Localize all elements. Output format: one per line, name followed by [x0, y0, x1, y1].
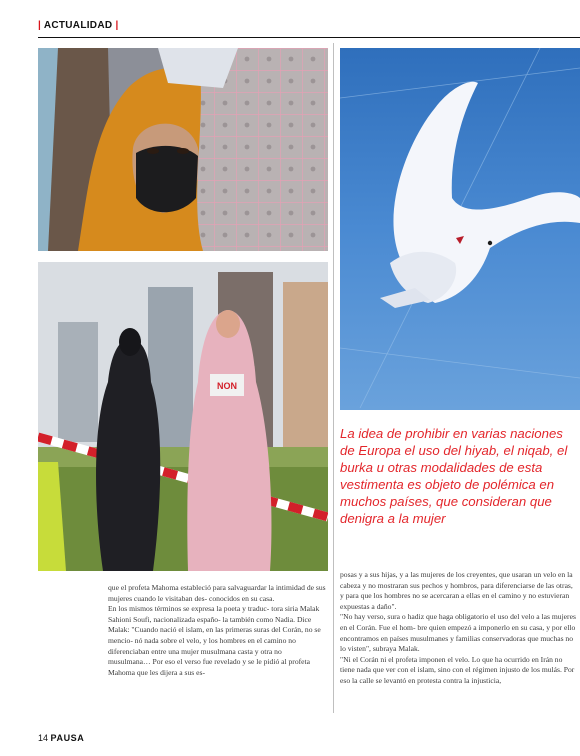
photo-girl-orange-hijab: [38, 48, 328, 251]
paragraph: En los mismos términos se expresa la poeta y traduc- tora siria Malak Sahioni Soufi, nacionalizada españo- la también como Nadia. Dice Malak: "Cuando nació el islam, en las primeras suras del Corán, no se mencio- nó nada sobre el velo, y los hombres en el camino no diferenciaban entre una mujer musulmana casta y otra no musulmana… Por eso el verso fue revelado y se le pidió al profeta Mahoma que les dijera a sus es-: [108, 604, 321, 677]
paragraph: posas y a sus hijas, y a las mujeres de los creyentes, que usaran un velo en la cabeza y no mostraran sus pechos y hombros, para diferenciarse de las otras, y para que los hombres no se acercaran a ellas en el camino y no estuvieran expuestas a daño".: [340, 570, 573, 611]
page-number: 14: [38, 733, 49, 743]
page-footer: [38, 733, 84, 743]
photo-white-dove-mural: [340, 48, 580, 410]
paragraph: "No hay verso, sura o hadiz que haga obligatorio el uso del velo a las mujeres en el Corán. Fue el hom- bre quien empezó a imponerlo en su casa, y por ello encontramos en países musulmanes y familias conservadoras que muchas no lo visten", subraya Malak.: [340, 612, 576, 654]
paragraph: que el profeta Mahoma estableció para salvaguardar la intimidad de sus mujeres cuando le visitaban des- conocidos en su casa.: [108, 583, 326, 603]
section-bar-left: |: [38, 20, 42, 31]
sign-non-text: NON: [217, 381, 237, 391]
column-divider: [333, 43, 334, 713]
body-column-left: [108, 583, 326, 678]
section-title: ACTUALIDAD: [43, 20, 113, 31]
top-rule: [38, 37, 580, 38]
photo-caption: La idea de prohibir en varias naciones de Europa el uso del hiyab, el niqab, el burka u otras modalidades de esta vestimenta es objeto de polémica en muchos países, que consideran que denigra a la mujer: [340, 426, 568, 526]
section-label: [38, 20, 119, 31]
paragraph: "Ni el Corán ni el profeta imponen el velo. Lo que ha ocurrido en Irán no tiene nada que ver con el islam, sino con el régimen injusto de los mulás. Por eso la calle se levantó en protesta contra la injusticia,: [340, 654, 575, 685]
section-bar-right: |: [115, 20, 119, 31]
body-column-right: [340, 570, 576, 687]
magazine-name: PAUSA: [50, 733, 85, 743]
photo-niqab-and-pink-hijab-women: [38, 262, 328, 571]
